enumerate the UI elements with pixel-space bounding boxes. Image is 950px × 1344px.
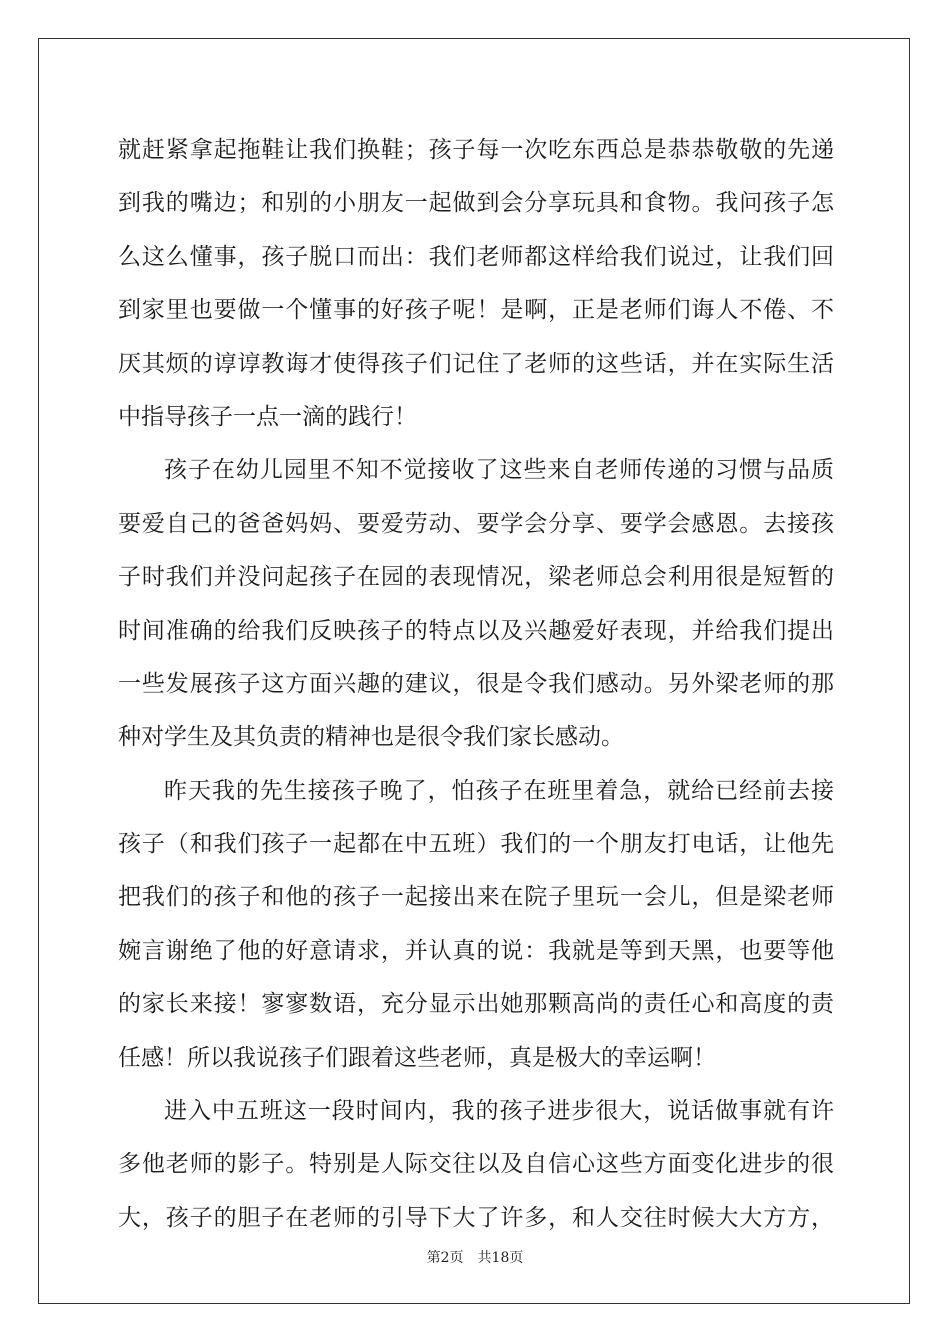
text-line: 昨天我的先生接孩子晚了，怕孩子在班里着急，就给已经前去接	[164, 777, 834, 804]
text-line: 大，孩子的胆子在老师的引导下大了许多，和人交往时候大大方方，	[118, 1204, 834, 1231]
text-line: 的家长来接！寥寥数语，充分显示出她那颗高尚的责任心和高度的责	[118, 991, 834, 1018]
text-line: 到家里也要做一个懂事的好孩子呢！是啊，正是老师们诲人不倦、不	[118, 297, 834, 324]
text-line: 厌其烦的谆谆教诲才使得孩子们记住了老师的这些话，并在实际生活	[118, 350, 834, 377]
text-line: 么这么懂事，孩子脱口而出：我们老师都这样给我们说过，让我们回	[118, 243, 834, 270]
page-total: 共18页	[477, 1250, 524, 1266]
text-line: 子时我们并没问起孩子在园的表现情况，梁老师总会利用很是短暂的	[118, 564, 834, 591]
text-line: 时间准确的给我们反映孩子的特点以及兴趣爱好表现，并给我们提出	[118, 617, 834, 644]
page-number: 第2页	[426, 1250, 464, 1266]
text-line: 就赶紧拿起拖鞋让我们换鞋；孩子每一次吃东西总是恭恭敬敬的先递	[118, 137, 834, 163]
text-line: 把我们的孩子和他的孩子一起接出来在院子里玩一会儿，但是梁老师	[118, 884, 834, 911]
text-line: 到我的嘴边；和别的小朋友一起做到会分享玩具和食物。我问孩子怎	[118, 190, 834, 217]
text-line: 种对学生及其负责的精神也是很令我们家长感动。	[118, 724, 624, 751]
page-footer	[0, 1247, 950, 1267]
text-line: 任感！所以我说孩子们跟着这些老师，真是极大的幸运啊！	[118, 1044, 716, 1071]
text-line: 孩子（和我们孩子一起都在中五班）我们的一个朋友打电话，让他先	[118, 831, 834, 858]
text-line: 进入中五班这一段时间内，我的孩子进步很大，说话做事就有许	[164, 1098, 834, 1125]
text-line: 孩子在幼儿园里不知不觉接收了这些来自老师传递的习惯与品质	[164, 457, 834, 484]
text-line: 要爱自己的爸爸妈妈、要爱劳动、要学会分享、要学会感恩。去接孩	[118, 510, 834, 537]
document-body	[118, 124, 834, 1245]
text-line: 一些发展孩子这方面兴趣的建议，很是令我们感动。另外梁老师的那	[118, 670, 834, 697]
text-line: 婉言谢绝了他的好意请求，并认真的说：我就是等到天黑，也要等他	[118, 937, 834, 964]
text-line: 多他老师的影子。特别是人际交往以及自信心这些方面变化进步的很	[118, 1151, 834, 1178]
text-line: 中指导孩子一点一滴的践行！	[118, 403, 417, 430]
